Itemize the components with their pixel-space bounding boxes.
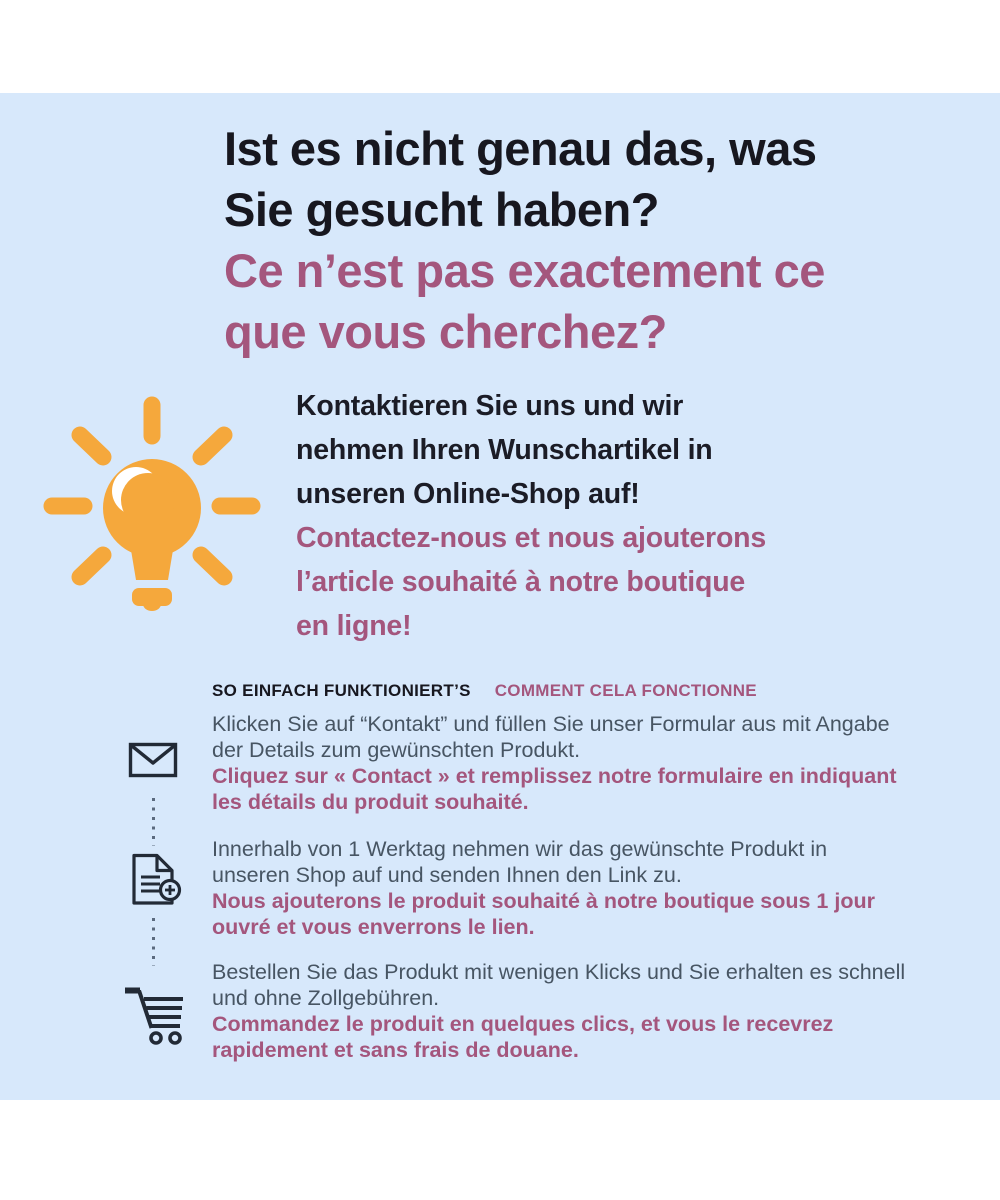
step-1-de-line1: Klicken Sie auf “Kontakt” und füllen Sie unser Formular aus mit Angabe xyxy=(212,712,890,736)
step-3-fr-line1: Commandez le produit en quelques clics, et vous le recevrez xyxy=(212,1012,834,1036)
dotted-connector xyxy=(152,918,155,966)
intro-de-line3: unseren Online-Shop auf! xyxy=(296,478,640,510)
page-title xyxy=(224,118,825,362)
intro-fr-line1: Contactez-nous et nous ajouterons xyxy=(296,522,767,554)
step-2-fr-line1: Nous ajouterons le produit souhaité à notre boutique sous 1 jour xyxy=(212,889,875,913)
intro-de-line1: Kontaktieren Sie uns und wir xyxy=(296,390,684,422)
how-label-fr: COMMENT CELA FONCTIONNE xyxy=(494,681,757,700)
title-fr-line1: Ce n’est pas exactement ce xyxy=(224,244,825,297)
step-2-text xyxy=(212,836,952,940)
step-1-text xyxy=(212,711,952,815)
intro-de-line2: nehmen Ihren Wunschartikel in xyxy=(296,434,713,466)
step-2-de-line2: unseren Shop auf und senden Ihnen den Link zu. xyxy=(212,863,682,887)
title-fr-line2: que vous cherchez? xyxy=(224,305,667,358)
how-it-works-label xyxy=(212,681,757,701)
intro-text xyxy=(296,384,766,648)
step-1-de-line2: der Details zum gewünschten Produkt. xyxy=(212,738,581,762)
step-1-fr-line1: Cliquez sur « Contact » et remplissez notre formulaire en indiquant xyxy=(212,764,897,788)
how-label-de: SO EINFACH FUNKTIONIERT’S xyxy=(212,681,471,700)
step-3-text xyxy=(212,959,952,1063)
step-2-fr-line2: ouvré et vous enverrons le lien. xyxy=(212,915,535,939)
dotted-connector xyxy=(152,798,155,846)
lightbulb-icon xyxy=(40,396,264,627)
intro-fr-line2: l’article souhaité à notre boutique xyxy=(296,566,746,598)
document-add-icon xyxy=(126,853,182,912)
step-3-de-line1: Bestellen Sie das Produkt mit wenigen Klicks und Sie erhalten es schnell xyxy=(212,960,906,984)
step-2-de-line1: Innerhalb von 1 Werktag nehmen wir das gewünschte Produkt in xyxy=(212,837,828,861)
intro-fr-line3: en ligne! xyxy=(296,610,412,642)
envelope-icon xyxy=(128,742,178,783)
step-3-fr-line2: rapidement et sans frais de douane. xyxy=(212,1038,579,1062)
cart-icon xyxy=(119,983,185,1050)
title-de-line2: Sie gesucht haben? xyxy=(224,183,659,236)
step-3-de-line2: und ohne Zollgebühren. xyxy=(212,986,440,1010)
title-de-line1: Ist es nicht genau das, was xyxy=(224,122,817,175)
step-1-fr-line2: les détails du produit souhaité. xyxy=(212,790,529,814)
